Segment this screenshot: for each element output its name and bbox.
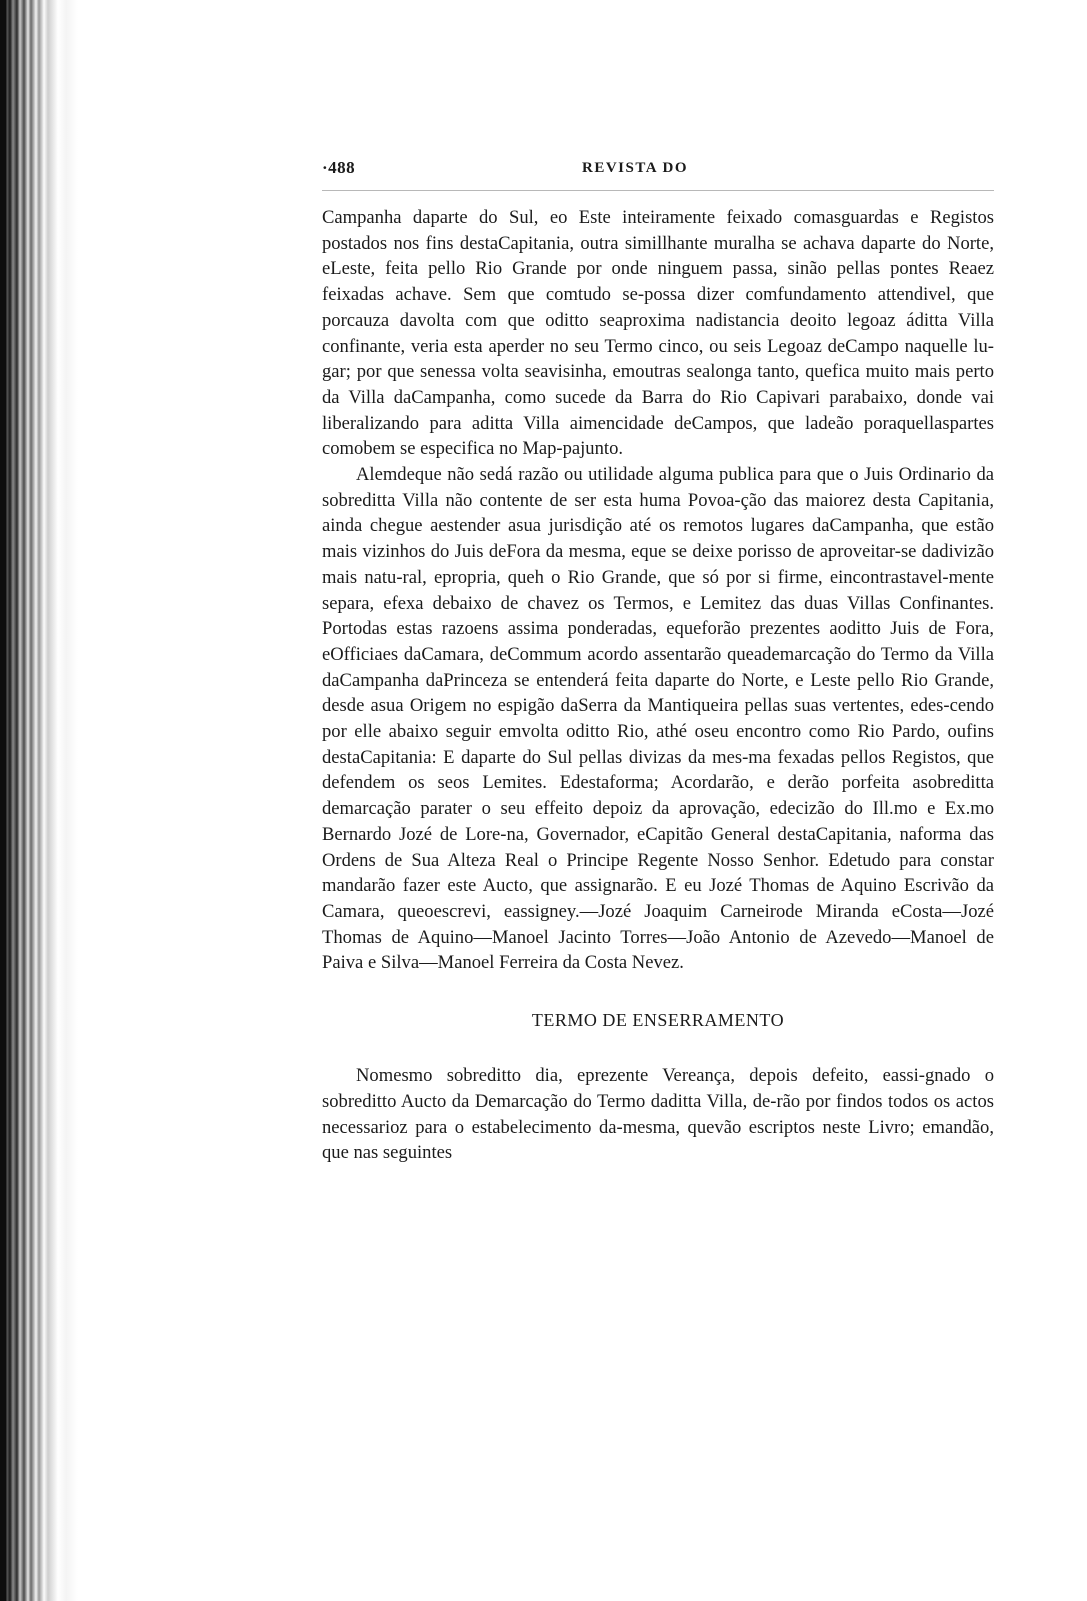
running-title: REVISTA DO [582,160,688,176]
paragraph-continuation: Campanha daparte do Sul, eo Este inteiramente feixado comasguardas e Registos postados nos fins destaCapitania, outra simillhante muralha se achava daparte do Norte, eLeste, feita pello Rio Grande por onde ninguem passa, sinão pellas pontes Reaez feixadas achave. Sem que comtudo se-possa dizer comfundamento attendivel, que porcauza davolta com que oditto seaproxima nadistancia deoito legoaz áditta Villa confinante, veria esta aperder no seu Termo cinco, ou seis Legoaz deCampo naquelle lu-gar; por que senessa volta seavisinha, emoutras sealonga tanto, quefica muito mais perto da Villa daCampanha, como sucede da Barra do Rio Capivari parabaixo, donde vai liberalizando para aditta Villa aimencidade deCampos, que ladeão poraquellaspartes comobem se especifica no Map-pajunto. [322,207,994,460]
book-page [322,150,994,1166]
running-head [322,150,994,186]
book-binding-edge [0,0,78,1601]
page-number: ·488 [322,158,356,177]
paragraph-closing-term: Nomesmo sobreditto dia, eprezente Vereança, depois defeito, eassi-gnado o sobreditto Aucto da Demarcação do Termo daditta Villa, de-rão por findos todos os actos necessarioz para o estabelecimento da-mesma, quevão escriptos neste Livro; emandão, que nas seguintes [322,1065,994,1164]
header-rule [322,190,994,191]
paragraph-demarcation: Alemdeque não sedá razão ou utilidade alguma publica para que o Juis Ordinario da sobreditta Villa não contente de ser esta huma Povoa-ção das maiorez desta Capitania, ainda chegue aestender asua jurisdição até os remotos lugares daCampanha, que estão mais vizinhos do Juis deFora da mesma, eque se deixe porisso de aproveitar-se dadivizão mais natu-ral, epropria, queh o Rio Grande, que só por si firme, eincontrastavel-mente separa, efexa debaixo de chavez os Termos, e Lemitez das duas Villas Confinantes. Portodas estas razoens assima ponderadas, equeforão prezentes aoditto Juis de Fora, eOfficiaes daCamara, deCommum acordo assentarão queademarcação do Termo da Villa daCampanha daPrinceza se entenderá feita daparte do Norte, e Leste pello Rio Grande, desde asua Origem no espigão daSerra da Mantiqueira pellas suas vertentes, edes-cendo por elle abaixo seguir emvolta oditto Rio, athé oseu encontro como Rio Pardo, oufins destaCapitania: E daparte do Sul pellas divizas da mes-ma fexadas pellos Registos, que defendem os seos Lemites. Edestaforma; Acordarão, e derão porfeita asobreditta demarcação parater o seu effeito depoiz da aprovação, edecizão do Ill.mo e Ex.mo Bernardo Jozé de Lore-na, Governador, eCapitão General destaCapitania, naforma das Ordens de Sua Alteza Real o Principe Regente Nosso Senhor. Edetudo para constar mandarão fazer este Aucto, que assignarão. E eu Jozé Thomas de Aquino Escrivão da Camara, queoescrevi, eassigney.—Jozé Joaquim Carneirode Miranda eCosta—Jozé Thomas de Aquino—Manoel Jacinto Torres—João Antonio de Azevedo—Manoel de Paiva e Silva—Manoel Ferreira da Costa Nevez. [322,464,994,974]
section-heading: TERMO DE ENSERRAMENTO [531,1010,785,1031]
